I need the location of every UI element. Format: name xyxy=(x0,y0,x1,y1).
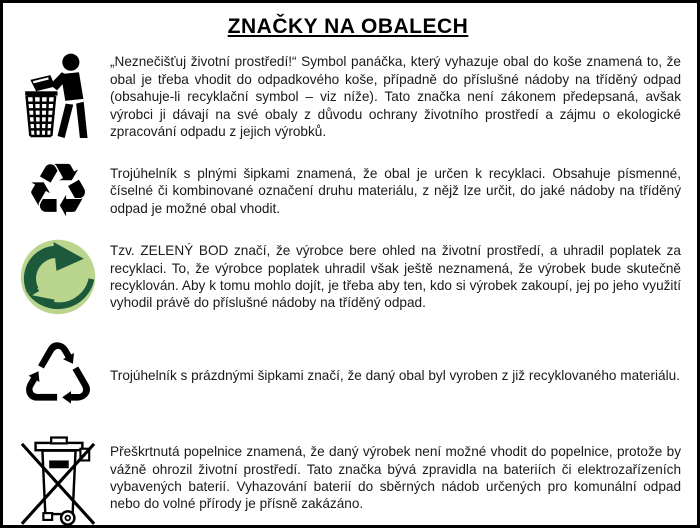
recycling-outline-arrows-glyph: ♺ xyxy=(19,326,97,426)
tidyman-litter-icon-svg xyxy=(18,51,98,143)
recycling-outline-arrows-icon xyxy=(15,326,101,426)
section-tidyman xyxy=(15,51,681,143)
tidyman-litter-icon xyxy=(15,51,101,143)
section-text-recycling-outline xyxy=(110,367,681,384)
green-dot-icon-svg xyxy=(20,239,96,315)
paragraph-green-dot: Tzv. ZELENÝ BOD značí, že výrobce bere ohled na životní prostředí, a uhradil poplatek za recyklaci. To, že výrobce poplatek uhradil však ještě neznamená, že výrobek bude skutečně recyklován. Aby k tomu mohlo dojít, je třeba aby ten, kdo si výrobek zakoupí, jej po jeho využití vyhodil právě do příslušné nádoby na tříděný odpad. xyxy=(110,243,681,311)
section-crossed-bin xyxy=(15,429,681,527)
section-recycling-solid xyxy=(15,148,681,234)
paragraph-crossed-bin: Přeškrtnutá popelnice znamená, že daný výrobek není možné vhodit do popelnice, protože by vážně ohrozil životní prostředí. Tato značka bývá zpravidla na bateriích či elektrozařízeních vybavených baterií. Vyhazování baterií do sběrných nádob určených pro komunální odpad nebo do volné přírody je přísně zakázáno. xyxy=(110,444,681,512)
green-dot-icon xyxy=(15,239,101,315)
page-title: ZNAČKY NA OBALECH xyxy=(227,15,469,38)
paragraph-recycling-outline: Trojúhelník s prázdnými šipkami značí, že daný obal byl vyroben z již recyklovaného materiálu. xyxy=(110,368,680,384)
recycling-solid-arrows-icon xyxy=(15,148,101,234)
crossed-out-wheelie-bin-icon xyxy=(15,429,101,527)
crossed-out-wheelie-bin-icon-svg xyxy=(19,429,97,527)
section-text-crossed-bin xyxy=(110,443,681,513)
paragraph-recycling-solid: Trojúhelník s plnými šipkami znamená, že obal je určen k recyklaci. Obsahuje písmenné, číselné či kombinované označení druhu materiálu, z nějž lze určit, do jaké nádoby na tříděný odpad je možné obal vhodit. xyxy=(110,165,681,216)
section-text-recycling-solid xyxy=(110,165,681,217)
recycling-solid-arrows-glyph: ♻ xyxy=(24,148,92,234)
section-text-tidyman xyxy=(110,53,681,140)
paragraph-tidyman: „Neznečišťuj životní prostředí!“ Symbol panáčka, který vyhazuje obal do koše znamená to, že obal je třeba vhodit do odpadkového koše, případně do příslušné nádoby na tříděný odpad (obsahuje-li recyklační symbol – viz níže). Tato značka není zákonem předepsaná, avšak výrobci ji dávají na své obaly z důvodu ochrany životního prostředí a zájmu o ekologické zpracování odpadu z jejich výrobků. xyxy=(110,54,681,140)
section-green-dot xyxy=(15,239,681,315)
section-recycling-outline xyxy=(15,326,681,426)
section-text-green-dot xyxy=(110,242,681,312)
